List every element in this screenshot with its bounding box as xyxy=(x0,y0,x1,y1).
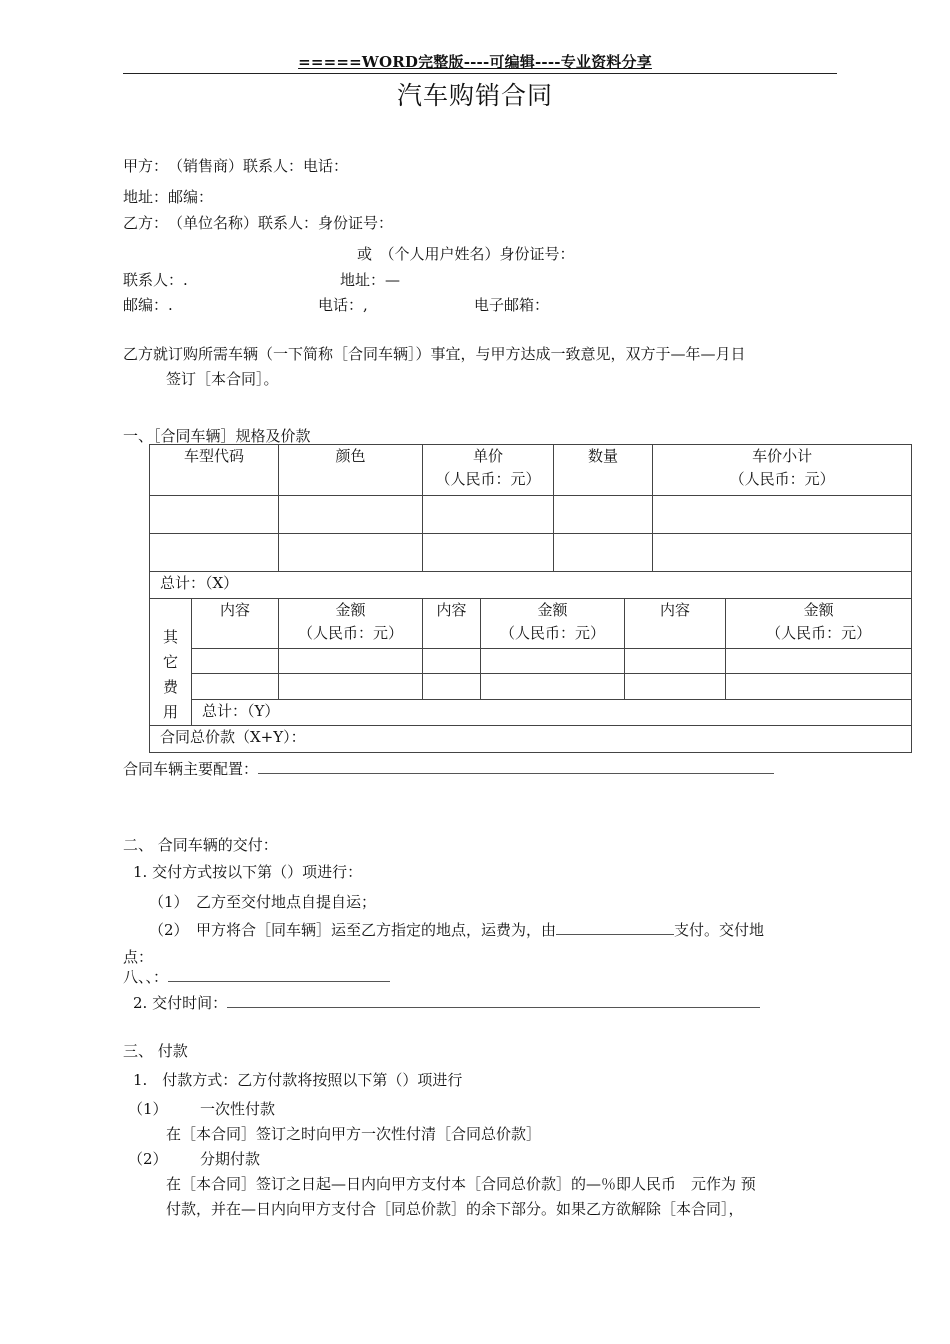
header-unit-price-label: 单价 xyxy=(473,447,504,465)
fee-amount-header xyxy=(481,599,625,649)
fee-amount-currency: （人民币：元） xyxy=(766,624,872,642)
header-unit-price-currency: （人民币：元） xyxy=(435,470,541,488)
fee-amount-currency: （人民币：元） xyxy=(500,624,606,642)
fee-amount-header xyxy=(726,599,912,649)
intro-paragraph-line1: 乙方就订购所需车辆（一下简称［合同车辆］）事宜，与甲方达成一致意见，双方于—年—月日 xyxy=(123,345,746,363)
other-fees-char: 用 xyxy=(162,703,178,721)
payment-option-2-label: （2） xyxy=(128,1150,168,1168)
other-fees-label xyxy=(150,599,192,726)
individual-user-line: 或 （个人用户姓名）身份证号： xyxy=(357,245,575,263)
table-cell[interactable] xyxy=(653,534,912,572)
table-cell[interactable] xyxy=(192,674,279,699)
table-cell[interactable] xyxy=(423,648,481,673)
table-row xyxy=(150,674,912,699)
main-config-blank[interactable] xyxy=(258,759,774,774)
fee-amount-label: 金额 xyxy=(537,601,568,619)
delivery-option-2-tail: 支付。交付地 xyxy=(674,921,765,939)
fee-content-header: 内容 xyxy=(423,599,481,649)
address-zip-line: 地址：邮编： xyxy=(123,188,214,206)
delivery-option-2 xyxy=(149,919,764,940)
delivery-time-blank[interactable] xyxy=(227,993,760,1008)
table-cell[interactable] xyxy=(279,648,423,673)
delivery-option-1: （1） 乙方至交付地点自提自运； xyxy=(149,893,377,911)
table-cell[interactable] xyxy=(726,674,912,699)
contract-grand-total: 合同总价款（X+Y）： xyxy=(150,726,912,753)
section3-heading: 三、 付款 xyxy=(123,1042,188,1060)
fee-amount-label: 金额 xyxy=(803,601,834,619)
section1-heading: 一、［合同车辆］规格及价款 xyxy=(123,427,311,445)
delivery-option-2-text: （2） 甲方将合［同车辆］运至乙方指定的地点，运费为，由 xyxy=(149,921,557,939)
header-price-subtotal-currency: （人民币：元） xyxy=(729,470,835,488)
header-model-code: 车型代码 xyxy=(150,445,279,496)
table-cell[interactable] xyxy=(279,534,423,572)
header-quantity: 数量 xyxy=(554,445,653,496)
table-row xyxy=(150,496,912,534)
fee-content-header: 内容 xyxy=(192,599,279,649)
table-cell[interactable] xyxy=(726,648,912,673)
vehicle-subtotal-x: 总计：（X） xyxy=(150,572,912,599)
payment-option-1-title: 一次性付款 xyxy=(200,1100,276,1118)
delivery-place-prefix: 八、、： xyxy=(123,968,169,986)
party-b-line: 乙方： （单位名称）联系人：身份证号： xyxy=(123,214,394,232)
table-cell[interactable] xyxy=(423,496,554,534)
payment-option-1-text: 在［本合同］签订之时向甲方一次性付清［合同总价款］ xyxy=(166,1125,542,1143)
contact-label: 联系人：. xyxy=(123,271,188,289)
document-header-banner: =====WORD完整版----可编辑----专业资料分享 xyxy=(298,53,652,71)
delivery-place-blank[interactable] xyxy=(168,967,390,982)
vehicle-spec-table xyxy=(149,444,912,753)
table-row xyxy=(150,534,912,572)
delivery-time-line xyxy=(133,992,760,1013)
header-price-subtotal-label: 车价小计 xyxy=(752,447,813,465)
header-unit-price xyxy=(423,445,554,496)
table-cell[interactable] xyxy=(653,496,912,534)
table-row xyxy=(150,648,912,673)
payment-method-item: 1. 付款方式：乙方付款将按照以下第（）项进行 xyxy=(133,1071,463,1089)
other-fees-subtotal-y: 总计：（Y） xyxy=(192,699,912,725)
delivery-time-label: 2. 交付时间： xyxy=(133,994,228,1012)
table-cell[interactable] xyxy=(423,674,481,699)
header-rule xyxy=(123,73,837,74)
document-title: 汽车购销合同 xyxy=(396,81,553,110)
table-cell[interactable] xyxy=(481,674,625,699)
table-cell[interactable] xyxy=(554,534,653,572)
other-fees-char: 费 xyxy=(162,678,178,696)
fee-amount-label: 金额 xyxy=(335,601,366,619)
party-a-line: 甲方： （销售商）联系人：电话： xyxy=(123,157,349,175)
main-config-line xyxy=(123,758,774,779)
intro-paragraph-line2: 签订［本合同］。 xyxy=(166,370,279,388)
payment-option-1-label: （1） xyxy=(128,1100,168,1118)
email-label: 电子邮箱： xyxy=(474,296,550,314)
zip-label: 邮编：. xyxy=(123,296,173,314)
main-config-label: 合同车辆主要配置： xyxy=(123,760,259,778)
table-cell[interactable] xyxy=(150,534,279,572)
table-cell[interactable] xyxy=(554,496,653,534)
table-cell[interactable] xyxy=(423,534,554,572)
table-cell[interactable] xyxy=(150,496,279,534)
payment-option-2-text-line1: 在［本合同］签订之日起—日内向甲方支付本［合同总价款］的—％即人民币 元作为 预 xyxy=(166,1175,756,1193)
other-fees-char: 其 xyxy=(162,628,178,646)
table-cell[interactable] xyxy=(481,648,625,673)
other-fees-char: 它 xyxy=(162,653,178,671)
table-cell[interactable] xyxy=(192,648,279,673)
header-price-subtotal xyxy=(653,445,912,496)
table-cell[interactable] xyxy=(279,674,423,699)
freight-payer-blank[interactable] xyxy=(556,920,674,935)
address-label: 地址：— xyxy=(340,271,401,289)
fee-content-header: 内容 xyxy=(625,599,726,649)
delivery-place-line xyxy=(123,966,390,987)
phone-label: 电话：, xyxy=(318,296,368,314)
section2-heading: 二、 合同车辆的交付： xyxy=(123,836,278,854)
table-cell[interactable] xyxy=(279,496,423,534)
fee-amount-header xyxy=(279,599,423,649)
delivery-place-label: 点： xyxy=(123,948,154,966)
header-color: 颜色 xyxy=(279,445,423,496)
table-cell[interactable] xyxy=(625,674,726,699)
fee-amount-currency: （人民币：元） xyxy=(298,624,404,642)
delivery-method-item: 1. 交付方式按以下第（）项进行： xyxy=(133,863,363,881)
table-cell[interactable] xyxy=(625,648,726,673)
payment-option-2-text-line2: 付款，并在—日内向甲方支付合［同总价款］的余下部分。如果乙方欲解除［本合同］， xyxy=(166,1200,744,1218)
payment-option-2-title: 分期付款 xyxy=(200,1150,261,1168)
